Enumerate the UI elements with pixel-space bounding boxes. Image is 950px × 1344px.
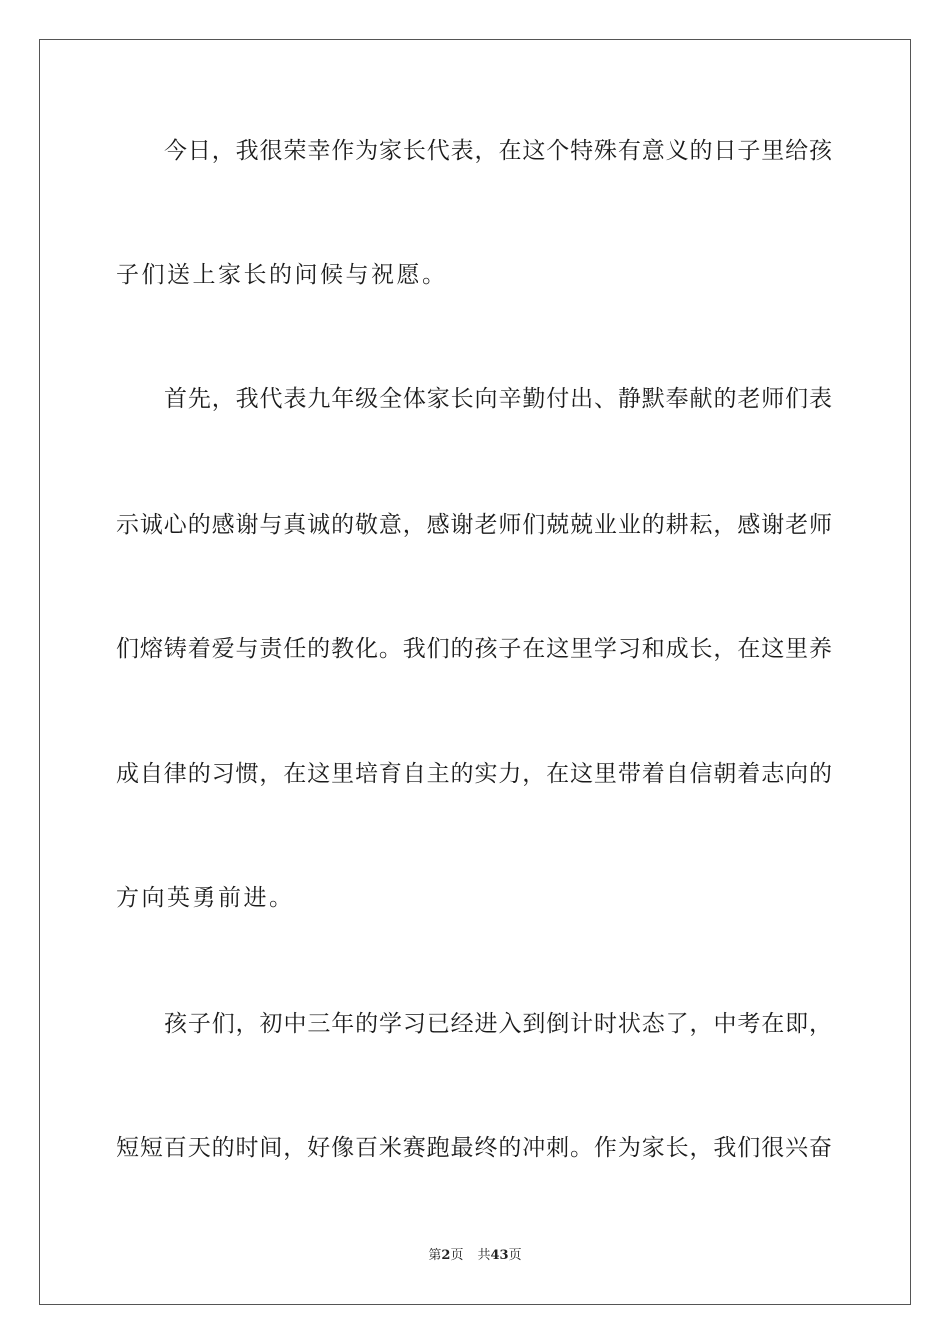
total-suffix: 页 [508,1248,522,1263]
paragraph-2-line-5: 方向英勇前进。 [116,885,295,911]
paragraph-1-line-2: 子们送上家长的问候与祝愿。 [116,262,448,288]
page-frame [39,39,911,1305]
total-prefix: 共 [477,1248,491,1263]
page-suffix: 页 [450,1248,464,1263]
paragraph-2-line-1: 首先，我代表九年级全体家长向辛勤付出、静默奉献的老师们表 [164,386,832,412]
page-footer [0,1247,950,1265]
page-prefix: 第 [428,1248,442,1263]
paragraph-3-line-1: 孩子们，初中三年的学习已经进入到倒计时状态了，中考在即， [164,1011,832,1037]
current-page-number: 2 [441,1248,451,1263]
paragraph-2-line-3: 们熔铸着爱与责任的教化。我们的孩子在这里学习和成长，在这里养 [116,636,832,662]
paragraph-3-line-2: 短短百天的时间，好像百米赛跑最终的冲刺。作为家长，我们很兴奋 [116,1135,832,1161]
paragraph-2-line-2: 示诚心的感谢与真诚的敬意，感谢老师们兢兢业业的耕耘，感谢老师 [116,512,832,538]
paragraph-1-line-1: 今日，我很荣幸作为家长代表，在这个特殊有意义的日子里给孩 [164,138,832,164]
paragraph-2-line-4: 成自律的习惯，在这里培育自主的实力，在这里带着自信朝着志向的 [116,761,832,787]
total-pages-number: 43 [490,1248,509,1263]
